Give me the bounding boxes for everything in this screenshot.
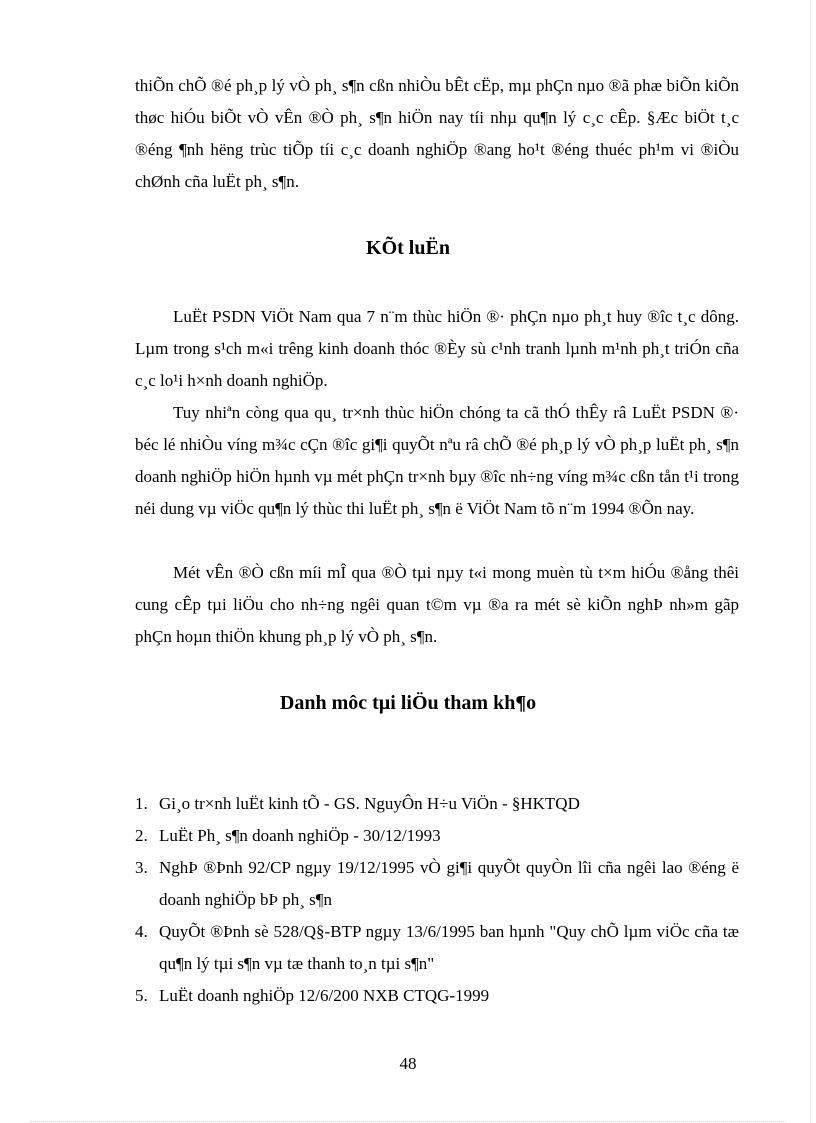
reference-number: 3.	[135, 858, 148, 877]
conclusion-paragraph-3: Mét vÊn ®Ò cßn míi mÎ qua ®Ò tµi nµy t«i mong muèn tù t×m hiÓu ®ång thêi cung cÊp tµi liÖu cho nh÷ng ngêi quan t©m vµ ®a ra mét sè kiÕn nghÞ nh»m gãp phÇn hoµn thiÖn khung ph¸p lý vÒ ph¸ s¶n.	[135, 563, 739, 646]
reference-item	[135, 852, 739, 916]
reference-number: 4.	[135, 922, 148, 941]
reference-text: LuËt Ph¸ s¶n doanh nghiÖp - 30/12/1993	[159, 826, 441, 845]
reference-item	[135, 980, 739, 1012]
reference-text: LuËt doanh nghiÖp 12/6/200 NXB CTQG-1999	[159, 986, 490, 1005]
references-heading: Danh môc tµi liÖu tham kh¶o	[279, 692, 537, 714]
reference-text: Gi¸o tr×nh luËt kinh tÕ - GS. NguyÔn H÷u ViÖn - §HKTQD	[159, 794, 580, 813]
reference-number: 5.	[135, 986, 148, 1005]
reference-number: 2.	[135, 826, 148, 845]
reference-number: 1.	[135, 794, 148, 813]
reference-text: NghÞ ®Þnh 92/CP ngµy 19/12/1995 vÒ gi¶i quyÕt quyÒn lîi cña ngêi lao ®éng ë doanh nghiÖp bÞ ph¸ s¶n	[159, 858, 739, 909]
reference-item	[135, 788, 739, 820]
references-list	[135, 788, 739, 1012]
intro-paragraph: thiÕn chÕ ®é ph¸p lý vÒ ph¸ s¶n cßn nhiÒu bÊt cËp, mµ phÇn nµo ®ã phæ biÕn kiÕn thøc hiÓu biÕt vÒ vÊn ®Ò ph¸ s¶n hiÖn nay tíi nhµ qu¶n lý c¸c cÊp. §Æc biÖt t¸c ®éng ¶nh hëng trùc tiÕp tíi c¸c doanh nghiÖp ®ang ho¹t ®éng thuéc ph¹m vi ®iÒu chØnh cña luËt ph¸ s¶n.	[135, 76, 739, 191]
conclusion-paragraph-2: Tuy nhiªn còng qua qu¸ tr×nh thùc hiÖn chóng ta cã thÓ thÊy râ LuËt PSDN ®· béc lé nhiÒu víng m¾c cÇn ®îc gi¶i quyÕt nªu râ chÕ ®é ph¸p lý vÒ ph¸p luËt ph¸ s¶n doanh nghiÖp hiÖn hµnh vµ mét phÇn tr×nh bµy ®îc nh÷ng víng m¾c cßn tån t¹i trong néi dung vµ viÖc qu¶n lý thùc thi luËt ph¸ s¶n ë ViÖt Nam tõ n¨m 1994 ®Õn nay.	[135, 403, 739, 518]
page-number: 48	[399, 1054, 417, 1073]
reference-text: QuyÕt ®Þnh sè 528/Q§-BTP ngµy 13/6/1995 ban hµnh "Quy chÕ lµm viÖc cña tæ qu¶n lý tµi s¶n vµ tæ thanh to¸n tµi s¶n"	[159, 922, 739, 973]
reference-item	[135, 820, 739, 852]
reference-item	[135, 916, 739, 980]
page-bottom-divider	[30, 1121, 786, 1122]
conclusion-paragraph-1: LuËt PSDN ViÖt Nam qua 7 n¨m thùc hiÖn ®· phÇn nµo ph¸t huy ®îc t¸c dông. Lµm trong s¹ch m«i trêng kinh doanh thóc ®Èy sù c¹nh tranh lµnh m¹nh ph¸t triÓn cña c¸c lo¹i h×nh doanh nghiÖp.	[135, 307, 739, 390]
page-right-divider	[810, 0, 811, 1123]
conclusion-heading: KÕt luËn	[366, 237, 450, 259]
